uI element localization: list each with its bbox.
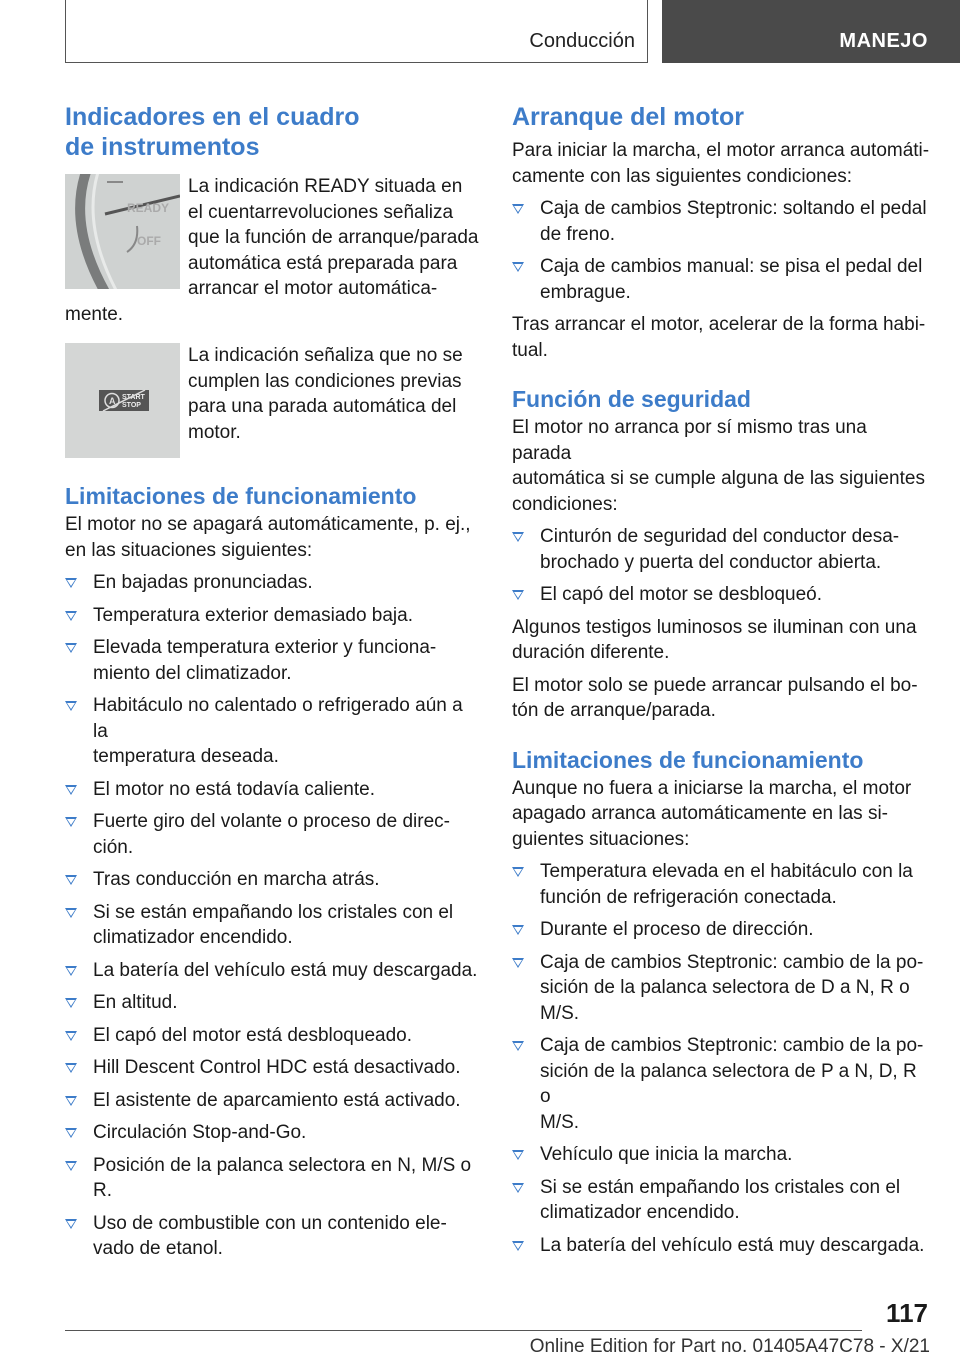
- limitations-list: [65, 570, 480, 1262]
- bullet-triangle-icon: [65, 785, 77, 795]
- list-item: Si se están empañando los cristales con el climatizador encendido.: [512, 1175, 930, 1226]
- restart-intro: Aunque no fuera a iniciarse la marcha, el motor apagado arranca automáticamente en las si- guientes situaciones:: [512, 777, 912, 850]
- page-number: 117: [886, 1298, 928, 1328]
- bullet-triangle-icon: [512, 925, 524, 935]
- list-item: Posición de la palanca selectora en N, M/S o R.: [65, 1153, 480, 1204]
- restart-list: [512, 859, 930, 1258]
- ready-gauge-image: [65, 174, 180, 289]
- warning-lights-note: Algunos testigos luminosos se iluminan con una duración diferente.: [512, 616, 917, 663]
- engine-start-note: Tras arrancar el motor, acelerar de la forma habi- tual.: [512, 314, 926, 361]
- bullet-triangle-icon: [512, 1241, 524, 1251]
- bullet-triangle-icon: [65, 1219, 77, 1229]
- bullet-triangle-icon: [65, 1031, 77, 1041]
- list-item: Fuerte giro del volante o proceso de direc- ción.: [65, 809, 480, 860]
- tachometer-icon: [65, 174, 180, 289]
- svg-text:READY: READY: [127, 201, 170, 215]
- list-item: Habitáculo no calentado o refrigerado aún a la temperatura deseada.: [65, 693, 480, 770]
- bullet-triangle-icon: [65, 817, 77, 827]
- header-chapter-title: MANEJO: [839, 30, 928, 52]
- start-stop-warning-icon: [65, 343, 180, 458]
- list-item: La batería del vehículo está muy descargada.: [65, 958, 480, 984]
- bullet-triangle-icon: [65, 908, 77, 918]
- svg-text:A: A: [109, 396, 116, 406]
- limitations-intro: El motor no se apagará automáticamente, p. ej., en las situaciones siguientes:: [65, 514, 471, 561]
- list-item: Temperatura elevada en el habitáculo con la función de refrigeración conectada.: [512, 859, 930, 910]
- list-item: Caja de cambios Steptronic: cambio de la po- sición de la palanca selectora de D a N, R o M/S.: [512, 950, 930, 1027]
- bullet-triangle-icon: [65, 1161, 77, 1171]
- section-heading-safety: Función de seguridad: [512, 386, 751, 412]
- list-item: Cinturón de seguridad del conductor desa- brochado y puerta del conductor abierta.: [512, 524, 930, 575]
- footer-edition: Online Edition for Part no. 01405A47C78 - X/21: [529, 1336, 930, 1357]
- section-heading-engine-start: Arranque del motor: [512, 103, 744, 131]
- section-heading-indicators: Indicadores en el cuadro de instrumentos: [65, 103, 360, 161]
- bullet-triangle-icon: [65, 643, 77, 653]
- bullet-triangle-icon: [512, 1183, 524, 1193]
- bullet-triangle-icon: [65, 578, 77, 588]
- start-button-note: El motor solo se puede arrancar pulsando el bo- tón de arranque/parada.: [512, 674, 918, 721]
- list-item: Durante el proceso de dirección.: [512, 917, 930, 943]
- list-item: Vehículo que inicia la marcha.: [512, 1142, 930, 1168]
- list-item: Temperatura exterior demasiado baja.: [65, 603, 480, 629]
- bullet-triangle-icon: [512, 204, 524, 214]
- list-item: En bajadas pronunciadas.: [65, 570, 480, 596]
- list-item: Si se están empañando los cristales con el climatizador encendido.: [65, 900, 480, 951]
- start-stop-indicator-text: La indicación señaliza que no se cumplen las condiciones previas para una parada automática del motor.: [188, 345, 463, 443]
- ready-indicator-text: La indicación READY situada en el cuentarrevoluciones señaliza que la función de arranque/parada automática está preparada para arrancar el motor automática- mente.: [65, 176, 479, 325]
- bullet-triangle-icon: [512, 590, 524, 600]
- bullet-triangle-icon: [65, 998, 77, 1008]
- list-item: Tras conducción en marcha atrás.: [65, 867, 480, 893]
- svg-text:STOP: STOP: [122, 402, 141, 409]
- bullet-triangle-icon: [65, 701, 77, 711]
- engine-start-list: [512, 196, 930, 305]
- bullet-triangle-icon: [512, 262, 524, 272]
- bullet-triangle-icon: [512, 1041, 524, 1051]
- start-stop-indicator-block: [65, 343, 480, 458]
- list-item: Elevada temperatura exterior y funciona- miento del climatizador.: [65, 635, 480, 686]
- start-stop-image: [65, 343, 180, 458]
- svg-text:OFF: OFF: [137, 234, 161, 248]
- safety-intro: El motor no arranca por sí mismo tras una parada automática si se cumple alguna de las siguientes condiciones:: [512, 417, 925, 515]
- list-item: En altitud.: [65, 990, 480, 1016]
- bullet-triangle-icon: [65, 1063, 77, 1073]
- list-item: Caja de cambios Steptronic: cambio de la po- sición de la palanca selectora de P a N, D, R o M/S.: [512, 1033, 930, 1135]
- bullet-triangle-icon: [65, 1128, 77, 1138]
- list-item: El motor no está todavía caliente.: [65, 777, 480, 803]
- list-item: La batería del vehículo está muy descargada.: [512, 1233, 930, 1259]
- list-item: Uso de combustible con un contenido ele- vado de etanol.: [65, 1211, 480, 1262]
- engine-start-intro: Para iniciar la marcha, el motor arranca automáti- camente con las siguientes condiciones:: [512, 140, 930, 187]
- header-section-title: Conducción: [529, 30, 635, 52]
- bullet-triangle-icon: [512, 958, 524, 968]
- list-item: El capó del motor está desbloqueado.: [65, 1023, 480, 1049]
- bullet-triangle-icon: [65, 875, 77, 885]
- ready-indicator-block: [65, 174, 480, 327]
- section-heading-limitations-restart: Limitaciones de funcionamiento: [512, 746, 864, 773]
- section-heading-limitations: Limitaciones de funcionamiento: [65, 483, 417, 509]
- list-item: El asistente de aparcamiento está activado.: [65, 1088, 480, 1114]
- header-chapter-tab: [662, 0, 960, 63]
- bullet-triangle-icon: [65, 966, 77, 976]
- bullet-triangle-icon: [512, 867, 524, 877]
- safety-list: [512, 524, 930, 608]
- bullet-triangle-icon: [65, 1096, 77, 1106]
- list-item: Hill Descent Control HDC está desactivado.: [65, 1055, 480, 1081]
- bullet-triangle-icon: [65, 611, 77, 621]
- svg-text:START: START: [122, 394, 145, 401]
- list-item: El capó del motor se desbloqueó.: [512, 582, 930, 608]
- bullet-triangle-icon: [512, 532, 524, 542]
- header-section-tab: [65, 0, 648, 63]
- list-item: Caja de cambios Steptronic: soltando el pedal de freno.: [512, 196, 930, 247]
- left-column: [65, 102, 480, 1262]
- list-item: Circulación Stop-and-Go.: [65, 1120, 480, 1146]
- right-column: [512, 102, 930, 1258]
- list-item: Caja de cambios manual: se pisa el pedal del embrague.: [512, 254, 930, 305]
- footer-rule: [65, 1330, 862, 1331]
- bullet-triangle-icon: [512, 1150, 524, 1160]
